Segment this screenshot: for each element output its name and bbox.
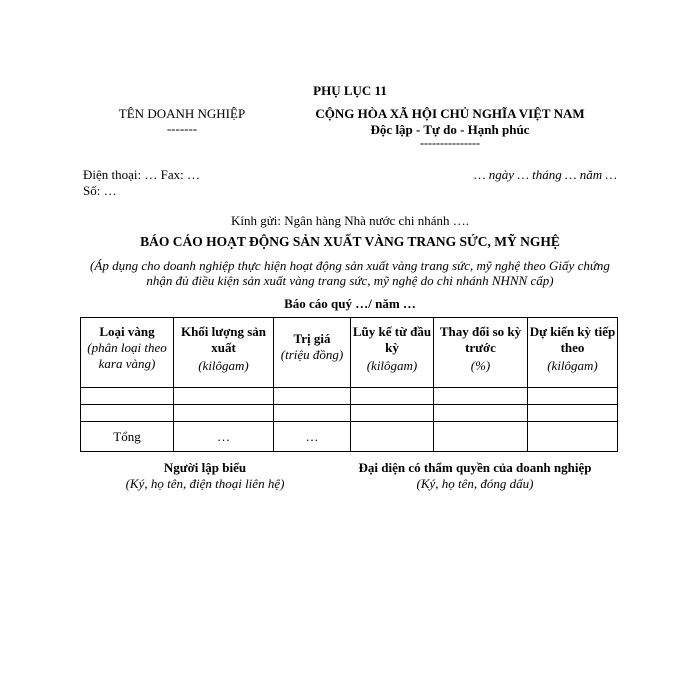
table-row — [81, 388, 618, 405]
total-label-cell: Tổng — [81, 422, 174, 452]
col-header-cumulative: Lũy kế từ đầu kỳ (kilôgam) — [351, 318, 434, 388]
applicability-note: (Áp dụng cho doanh nghiệp thực hiện hoạt động sản xuất vàng trang sức, mỹ nghệ theo Giấy chứng nhận đủ điều kiện sản xuất vàng trang sức, mỹ nghệ do chi nhánh NHNN cấp) — [90, 258, 610, 288]
recipient-line: Kính gửi: Ngân hàng Nhà nước chi nhánh …. — [231, 213, 469, 228]
document-number: Số: … — [83, 183, 117, 198]
table-cell — [434, 405, 528, 422]
preparer-note: (Ký, họ tên, điện thoại liên hệ) — [125, 476, 285, 491]
col-header-forecast: Dự kiến kỳ tiếp theo (kilôgam) — [528, 318, 618, 388]
col-header-value: Trị giá (triệu đồng) — [274, 318, 351, 388]
table-cell — [174, 388, 274, 405]
table-cell — [274, 405, 351, 422]
total-change-cell — [434, 422, 528, 452]
col-header-change: Thay đổi so kỳ trước (%) — [434, 318, 528, 388]
representative-title: Đại diện có thẩm quyền của doanh nghiệp — [358, 460, 592, 475]
table-cell — [274, 388, 351, 405]
company-divider: ------- — [166, 121, 198, 136]
total-cumulative-cell — [351, 422, 434, 452]
republic-heading: CỘNG HÒA XÃ HỘI CHỦ NGHĨA VIỆT NAM — [315, 106, 585, 121]
table-cell — [81, 388, 174, 405]
table-header-row — [81, 318, 618, 388]
col-header-gold-type: Loại vàng (phân loại theo kara vàng) — [81, 318, 174, 388]
national-motto: Độc lập - Tự do - Hạnh phúc — [370, 122, 530, 137]
appendix-title: PHỤ LỤC 11 — [313, 83, 387, 98]
report-table — [80, 317, 618, 452]
table-cell — [434, 388, 528, 405]
table-row — [81, 405, 618, 422]
total-weight-cell: … — [174, 422, 274, 452]
total-row — [81, 422, 618, 452]
preparer-title: Người lập biểu — [163, 460, 247, 475]
company-name: TÊN DOANH NGHIỆP — [118, 106, 246, 121]
table-cell — [528, 388, 618, 405]
report-period: Báo cáo quý …/ năm … — [284, 296, 416, 311]
total-forecast-cell — [528, 422, 618, 452]
table-cell — [81, 405, 174, 422]
table-cell — [351, 388, 434, 405]
col-header-production-weight: Khối lượng sản xuất (kilôgam) — [174, 318, 274, 388]
motto-divider: --------------- — [420, 136, 480, 150]
table-cell — [351, 405, 434, 422]
report-title: BÁO CÁO HOẠT ĐỘNG SẢN XUẤT VÀNG TRANG SỨC, MỸ NGHỆ — [140, 234, 560, 249]
table-cell — [174, 405, 274, 422]
phone-fax-line: Điện thoại: … Fax: … — [83, 167, 200, 182]
total-value-cell: … — [274, 422, 351, 452]
date-line: … ngày … tháng … năm … — [473, 167, 617, 182]
representative-note: (Ký, họ tên, đóng dấu) — [416, 476, 534, 491]
table-cell — [528, 405, 618, 422]
